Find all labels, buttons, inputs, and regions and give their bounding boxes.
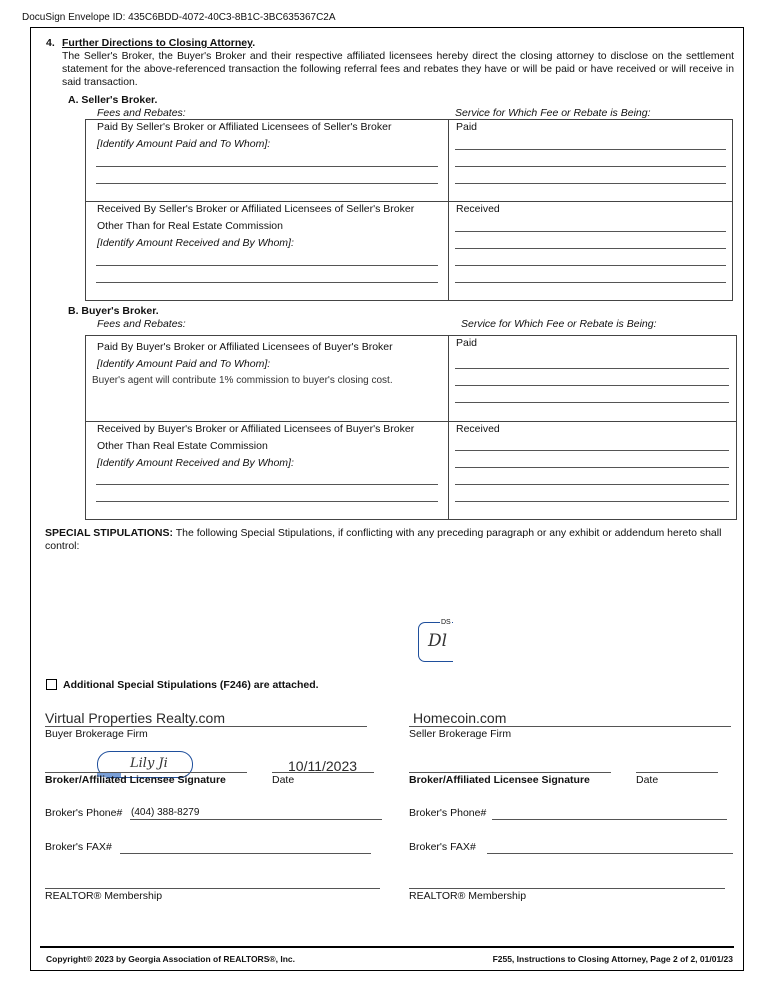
section-4-body: The Seller's Broker, the Buyer's Broker and their respective affiliated licensees hereby direct the closing attorney to disclose on the settlement statement for the above-referenced transaction the following referral fees and rebates they have or will be paid or have received or will receive in said transaction. [62,51,734,88]
buyer-received-service-line-3[interactable] [455,484,729,485]
additional-stipulations-label: Additional Special Stipulations (F246) are attached. [63,679,319,691]
buyer-received-service: Received [456,423,500,435]
section-4-number: 4. [46,37,55,49]
seller-received-identify: [Identify Amount Received and By Whom]: [97,237,294,249]
special-stipulations-label: SPECIAL STIPULATIONS: [45,527,173,539]
buyer-received-service-line-2[interactable] [455,467,729,468]
buyer-received-line-1[interactable] [96,484,438,485]
seller-date-line[interactable] [636,772,718,773]
buyer-date-value[interactable]: 10/11/2023 [288,758,358,774]
seller-paid-identify: [Identify Amount Paid and To Whom]: [97,138,271,150]
seller-fax-line[interactable] [487,853,733,854]
seller-received-service-line-2[interactable] [455,248,726,249]
seller-paid-line-1[interactable] [96,166,438,167]
seller-firm-value[interactable]: Homecoin.com [413,710,507,726]
buyer-date-label: Date [272,774,295,786]
buyer-table-row-divider [85,421,736,422]
seller-received-service-line-3[interactable] [455,265,726,266]
seller-received-line-2[interactable] [96,282,438,283]
docusign-envelope-id: DocuSign Envelope ID: 435C6BDD-4072-40C3-8B1C-3BC635367C2A [22,12,336,23]
seller-firm-label: Seller Brokerage Firm [409,728,512,740]
buyer-phone-line [130,819,382,820]
buyer-signature-label: Broker/Affiliated Licensee Signature [45,774,226,786]
section-4-title-period: . [252,37,256,49]
footer-copyright: Copyright© 2023 by Georgia Association of REALTORS®, Inc. [46,954,295,964]
seller-received-by: Received By Seller's Broker or Affiliated Licensees of Seller's Broker [97,203,415,215]
footer-form-id: F255, Instructions to Closing Attorney, Page 2 of 2, 01/01/23 [492,954,733,964]
buyer-received-by: Received by Buyer's Broker or Affiliated Licensees of Buyer's Broker [97,423,415,435]
buyer-paid-entry[interactable]: Buyer's agent will contribute 1% commission to buyer's closing cost. [92,375,393,386]
seller-membership-line[interactable] [409,888,725,889]
seller-date-label: Date [636,774,659,786]
buyer-phone-label: Broker's Phone# [45,807,123,819]
section-4-title-text: Further Directions to Closing Attorney [62,37,253,49]
seller-received-other: Other Than for Real Estate Commission [97,220,283,232]
buyer-membership-line[interactable] [45,888,380,889]
buyer-firm-line [45,726,367,727]
buyer-paid-service-line-1[interactable] [455,368,729,369]
buyer-table-divider [448,335,449,519]
footer-rule [40,946,734,948]
buyer-received-service-line-4[interactable] [455,501,729,502]
buyer-paid-service-line-2[interactable] [455,385,729,386]
additional-stipulations-checkbox[interactable] [46,679,57,690]
buyer-firm-label: Buyer Brokerage Firm [45,728,148,740]
seller-paid-by: Paid By Seller's Broker or Affiliated Licensees of Seller's Broker [97,121,392,133]
buyer-signature-value: Lily Ji [130,756,168,771]
buyer-date-line [272,772,374,773]
special-stipulations-text: The following Special Stipulations, if conflicting with any preceding paragraph or any exhibit or addendum hereto shall control: [45,527,722,552]
buyer-membership-label: REALTOR® Membership [45,890,163,902]
buyer-received-identify: [Identify Amount Received and By Whom]: [97,457,294,469]
seller-paid-service-line-1[interactable] [455,149,726,150]
initials-ds-tag: DS [441,619,451,626]
buyer-phone-value[interactable]: (404) 388-8279 [131,807,200,818]
seller-received-service-line-4[interactable] [455,282,726,283]
section-4-title [62,37,255,49]
seller-paid-service: Paid [456,121,478,133]
buyer-fax-label: Broker's FAX# [45,841,112,853]
buyer-paid-identify: [Identify Amount Paid and To Whom]: [97,358,271,370]
buyer-signature-line [45,772,247,773]
seller-phone-label: Broker's Phone# [409,807,487,819]
seller-paid-service-line-3[interactable] [455,183,726,184]
seller-firm-line [409,726,731,727]
buyer-received-service-line-1[interactable] [455,450,729,451]
seller-broker-heading: A. Seller's Broker. [68,94,158,106]
seller-table-divider [448,119,449,300]
seller-signature-label: Broker/Affiliated Licensee Signature [409,774,590,786]
buyer-broker-heading: B. Buyer's Broker. [68,305,159,317]
seller-received-service-line-1[interactable] [455,231,726,232]
buyer-service-label: Service for Which Fee or Rebate is Being: [461,318,657,330]
seller-signature-line[interactable] [409,772,611,773]
buyer-fax-line [120,853,371,854]
buyer-fees-label: Fees and Rebates: [97,318,186,330]
buyer-paid-by: Paid By Buyer's Broker or Affiliated Licensees of Buyer's Broker [97,341,393,353]
seller-paid-service-line-2[interactable] [455,166,726,167]
buyer-paid-service: Paid [456,337,478,349]
buyer-firm-value[interactable]: Virtual Properties Realty.com [45,710,225,726]
buyer-received-line-2[interactable] [96,501,438,502]
seller-membership-label: REALTOR® Membership [409,890,527,902]
seller-received-line-1[interactable] [96,265,438,266]
seller-fax-label: Broker's FAX# [409,841,476,853]
seller-service-label: Service for Which Fee or Rebate is Being: [455,107,651,119]
seller-fees-label: Fees and Rebates: [97,107,186,119]
special-stipulations [45,527,737,553]
buyer-paid-service-line-3[interactable] [455,402,729,403]
seller-received-service: Received [456,203,500,215]
seller-paid-line-2[interactable] [96,183,438,184]
seller-table-row-divider [85,201,732,202]
initials-signature: Dl [428,631,448,651]
buyer-received-other: Other Than Real Estate Commission [97,440,268,452]
seller-phone-line[interactable] [492,819,727,820]
